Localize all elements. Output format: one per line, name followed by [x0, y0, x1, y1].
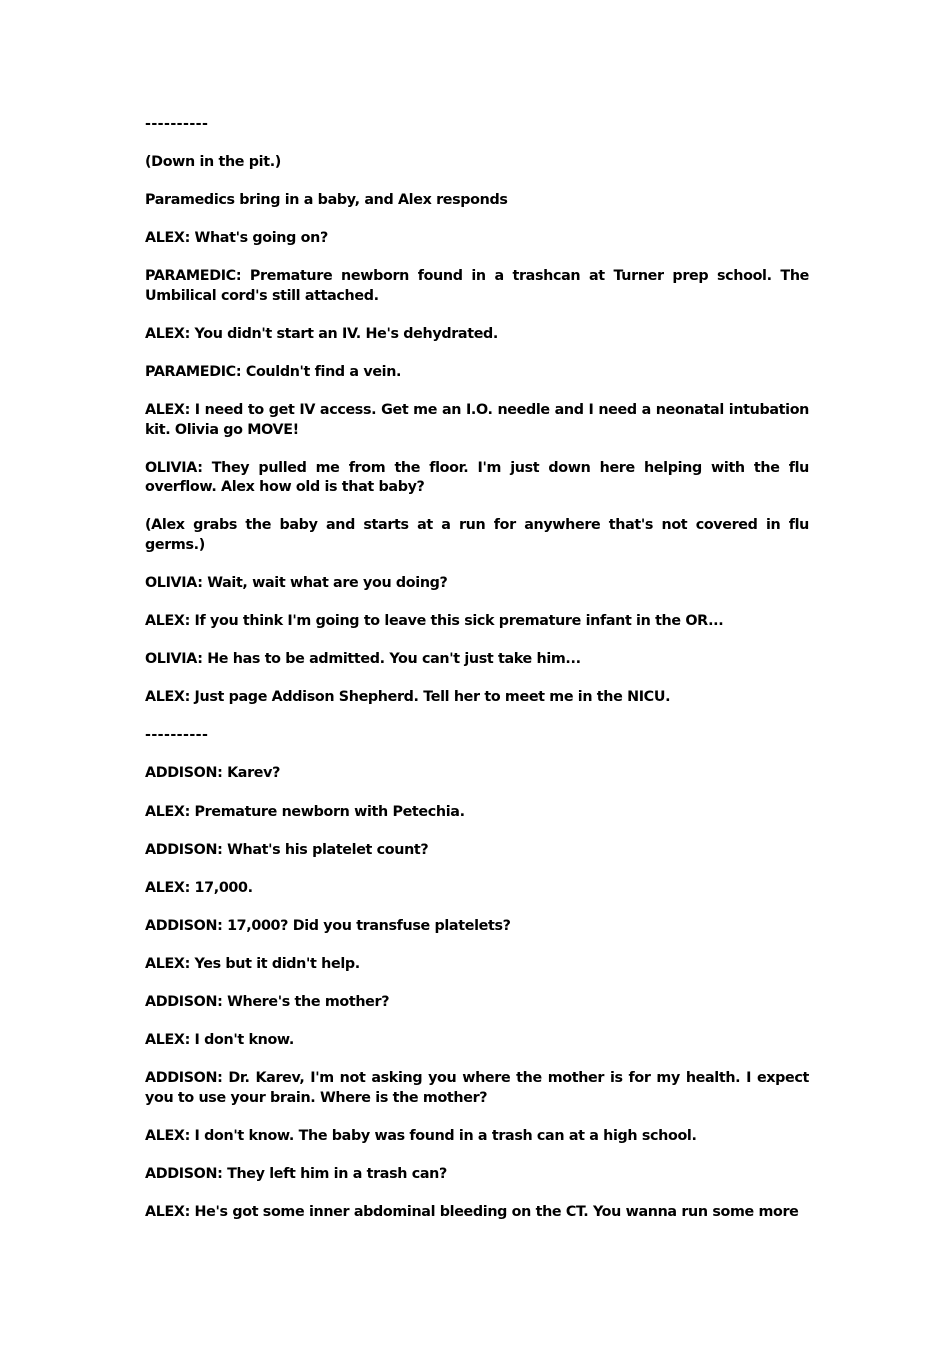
dialogue-line: ALEX: Yes but it didn't help. — [145, 955, 360, 972]
stage-direction: (Down in the pit.) — [145, 154, 281, 171]
dialogue-line: OLIVIA: They pulled me from the floor. I'm just down here helping with the flu overflow. Alex how old is that baby? — [145, 459, 809, 496]
stage-direction: Paramedics bring in a baby, and Alex responds — [145, 192, 508, 209]
dialogue-line: ADDISON: 17,000? Did you transfuse platelets? — [145, 917, 511, 934]
section-divider: ---------- — [145, 727, 209, 744]
dialogue-line: ADDISON: What's his platelet count? — [145, 841, 429, 858]
dialogue-line: ALEX: Just page Addison Shepherd. Tell her to meet me in the NICU. — [145, 689, 671, 706]
section-divider: ---------- — [145, 116, 209, 132]
dialogue-line: ADDISON: They left him in a trash can? — [145, 1165, 447, 1182]
dialogue-line: ALEX: If you think I'm going to leave this sick premature infant in the OR... — [145, 613, 724, 630]
dialogue-line: PARAMEDIC: Couldn't find a vein. — [145, 364, 402, 381]
dialogue-line: OLIVIA: He has to be admitted. You can't just take him... — [145, 651, 581, 668]
dialogue-line: ADDISON: Karev? — [145, 765, 281, 782]
dialogue-line: ALEX: I need to get IV access. Get me an I.O. needle and I need a neonatal intubation kit. Olivia go MOVE! — [145, 402, 809, 438]
document-page — [145, 115, 809, 1241]
dialogue-line: ALEX: I don't know. The baby was found in a trash can at a high school. — [145, 1127, 697, 1144]
stage-direction: (Alex grabs the baby and starts at a run for anywhere that's not covered in flu germs.) — [145, 517, 809, 553]
dialogue-line: ALEX: What's going on? — [145, 230, 328, 247]
dialogue-line: ALEX: He's got some inner abdominal bleeding on the CT. You wanna run some more — [145, 1203, 799, 1220]
dialogue-line: ADDISON: Where's the mother? — [145, 993, 390, 1010]
dialogue-line: ADDISON: Dr. Karev, I'm not asking you where the mother is for my health. I expect you to use your brain. Where is the mother? — [145, 1070, 809, 1106]
dialogue-line: ALEX: Premature newborn with Petechia. — [145, 803, 465, 820]
dialogue-line: OLIVIA: Wait, wait what are you doing? — [145, 574, 448, 591]
dialogue-line: ALEX: You didn't start an IV. He's dehydrated. — [145, 325, 499, 342]
dialogue-line: ALEX: 17,000. — [145, 879, 253, 896]
dialogue-line: ALEX: I don't know. — [145, 1032, 294, 1049]
dialogue-line: PARAMEDIC: Premature newborn found in a trashcan at Turner prep school. The Umbilical cord's still attached. — [145, 268, 809, 304]
